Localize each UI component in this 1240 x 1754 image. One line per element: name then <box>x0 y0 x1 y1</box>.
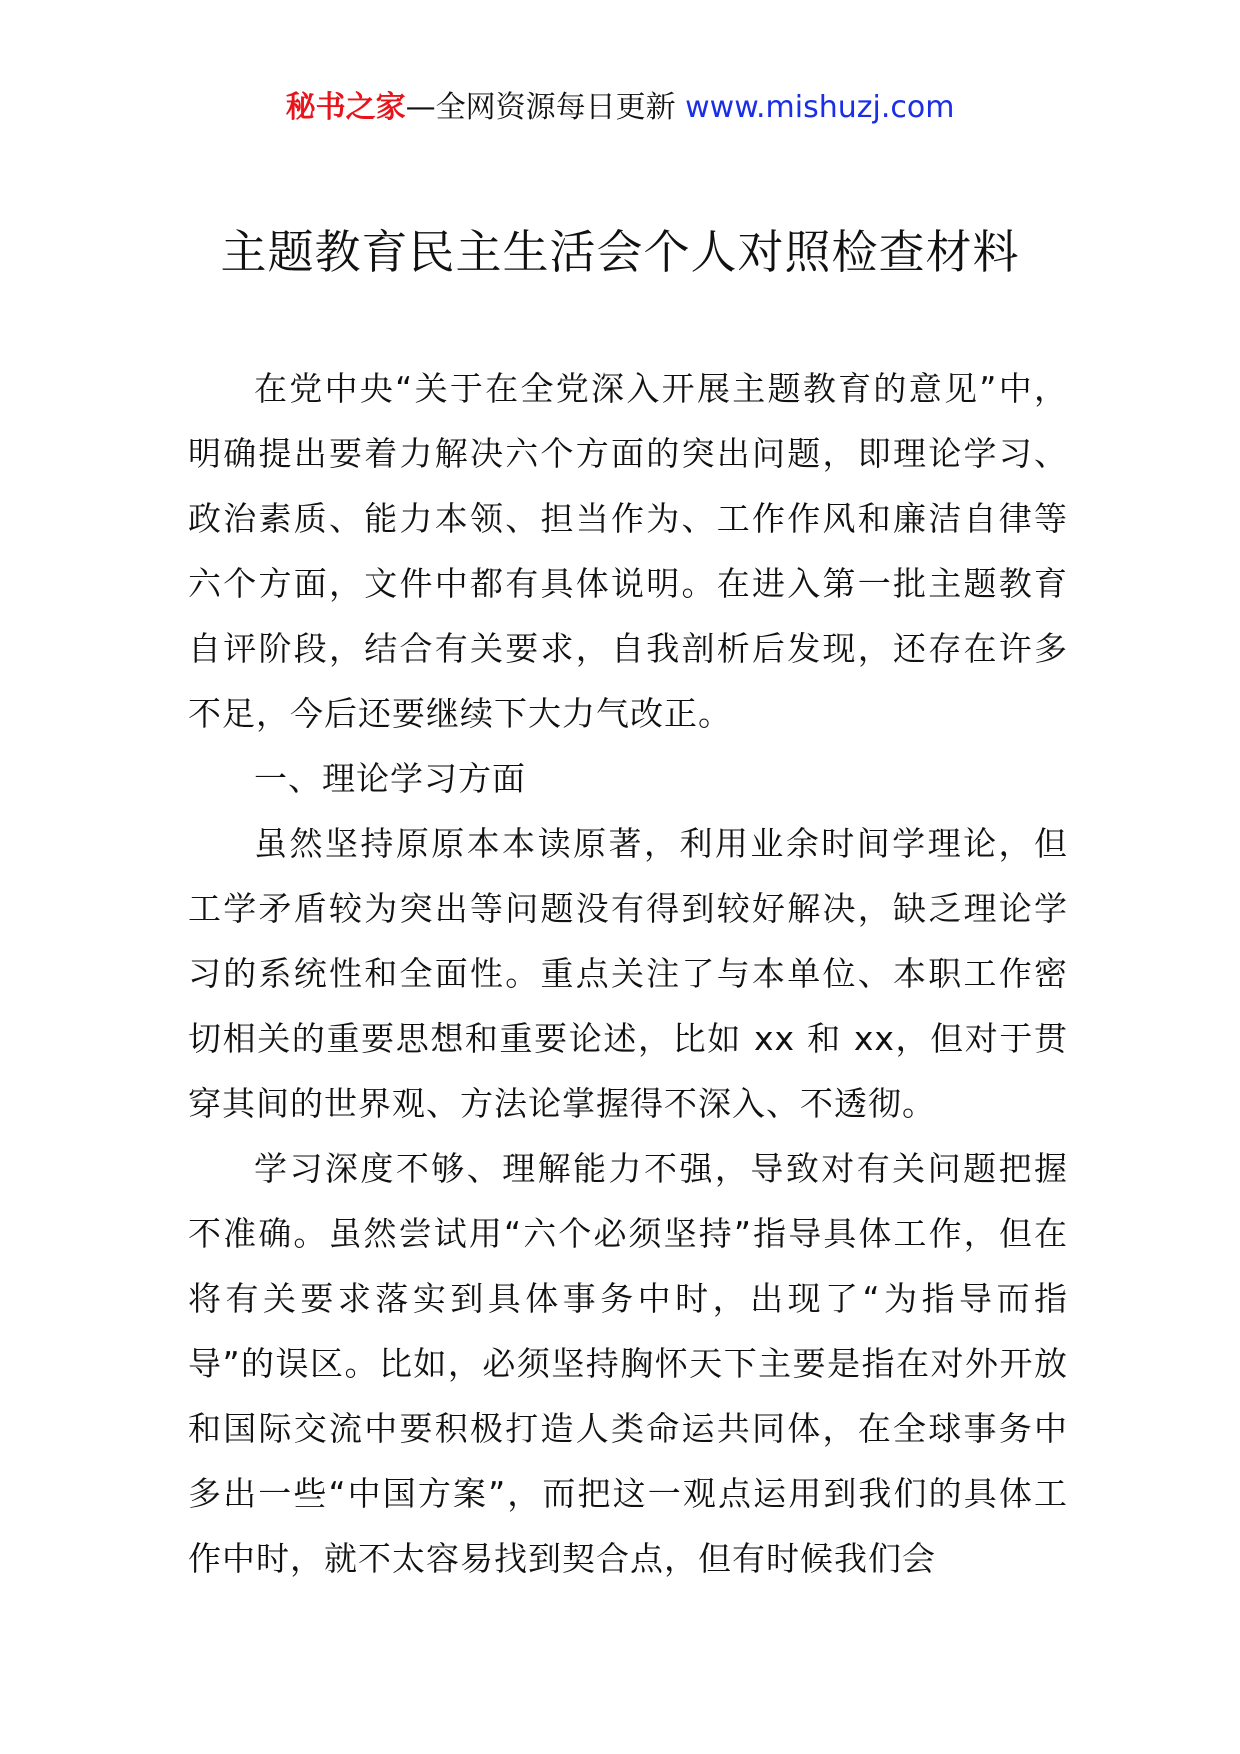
document-title: 主题教育民主生活会个人对照检查材料 <box>220 225 1020 279</box>
body-paragraph: 虽然坚持原原本本读原著，利用业余时间学理论，但工学矛盾较为突出等问题没有得到较好解决，缺乏理论学习的系统性和全面性。重点关注了与本单位、本职工作密切相关的重要思想和重要论述，比如 xx 和 xx，但对于贯穿其间的世界观、方法论掌握得不深入、不透彻。 <box>188 824 1068 1123</box>
site-header <box>0 88 1240 128</box>
intro-paragraph: 在党中央“关于在全党深入开展主题教育的意见”中，明确提出要着力解决六个方面的突出问题，即理论学习、政治素质、能力本领、担当作为、工作作风和廉洁自律等六个方面，文件中都有具体说明。在进入第一批主题教育自评阶段，结合有关要求，自我剖析后发现，还存在许多不足，今后还要继续下大力气改正。 <box>188 369 1068 733</box>
site-tagline: —全网资源每日更新 <box>405 90 686 125</box>
site-brand-name: 秘书之家 <box>285 90 406 125</box>
site-url-link[interactable]: www.mishuzj.com <box>685 90 955 125</box>
section-heading-theory-study: 一、理论学习方面 <box>254 759 526 798</box>
document-body <box>188 356 1068 1591</box>
body-paragraph: 学习深度不够、理解能力不强，导致对有关问题把握不准确。虽然尝试用“六个必须坚持”指导具体工作，但在将有关要求落实到具体事务中时，出现了“为指导而指导”的误区。比如，必须坚持胸怀天下主要是指在对外开放和国际交流中要积极打造人类命运共同体，在全球事务中多出一些“中国方案”，而把这一观点运用到我们的具体工作中时，就不太容易找到契合点，但有时候我们会 <box>188 1149 1068 1578</box>
